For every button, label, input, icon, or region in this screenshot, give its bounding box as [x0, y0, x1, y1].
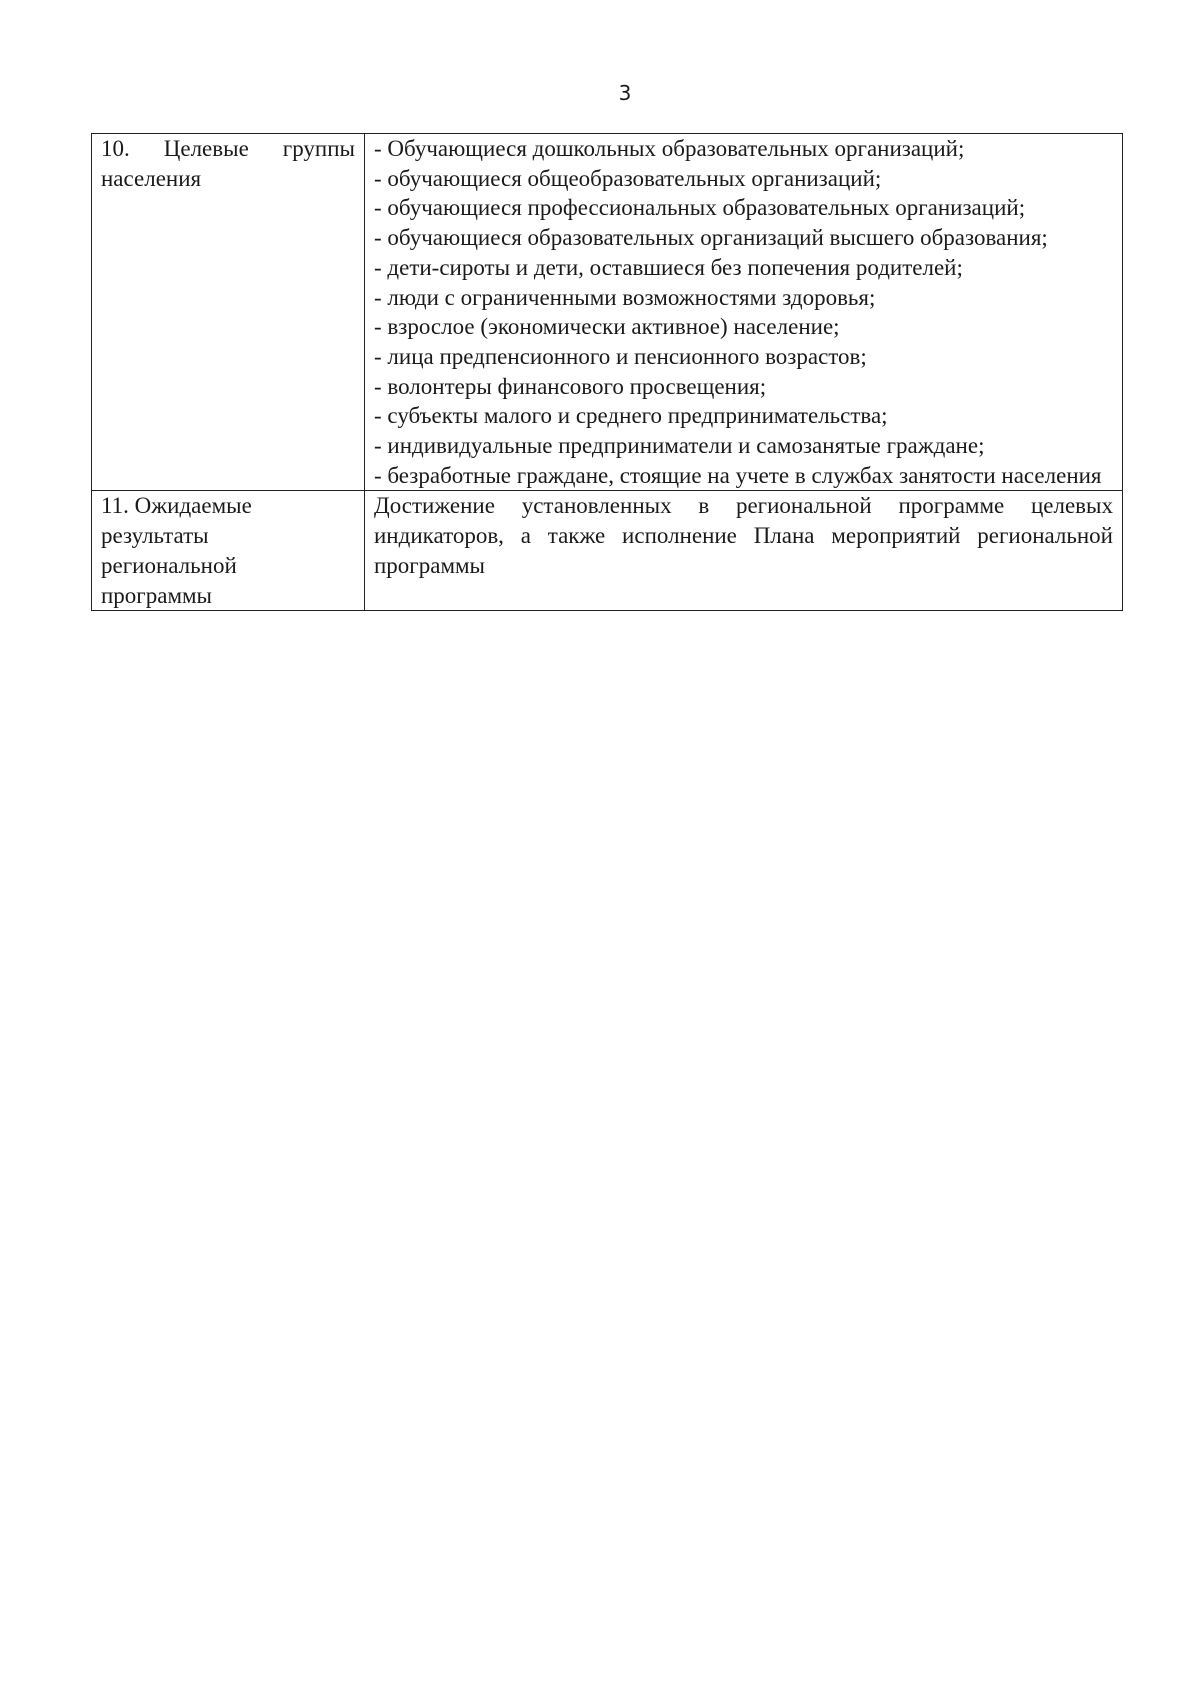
list-item: - волонтеры финансового просвещения;	[374, 373, 767, 399]
expected-results-text: Достижение установленных в региональной программе целевых индикаторов, а также исполнение Плана мероприятий региональной программы	[374, 493, 1113, 578]
row-label-cell	[92, 491, 365, 611]
list-item: - взрослое (экономически активное) население;	[374, 314, 840, 340]
list-item: - обучающиеся профессиональных образовательных организаций;	[374, 195, 1026, 221]
row-label: региональной	[101, 552, 237, 578]
list-item: - люди с ограниченными возможностями здоровья;	[374, 284, 876, 310]
list-item: - индивидуальные предприниматели и самозанятые граждане;	[374, 433, 985, 459]
row-label: населения	[101, 165, 202, 191]
list-item: - обучающиеся общеобразовательных организаций;	[374, 165, 882, 191]
list-item: - обучающиеся образовательных организаций высшего образования;	[374, 225, 1048, 251]
list-item: - лица предпенсионного и пенсионного возрастов;	[374, 343, 867, 369]
list-item: - Обучающиеся дошкольных образовательных организаций;	[374, 136, 965, 161]
program-passport-table	[91, 133, 1123, 611]
row-label: 11. Ожидаемые	[101, 493, 252, 519]
list-item: - безработные граждане, стоящие на учете в службах занятости населения	[374, 462, 1102, 488]
table-row	[92, 491, 1123, 611]
row-label: результаты	[101, 523, 209, 549]
row-content-cell	[365, 491, 1123, 611]
table-row	[92, 134, 1123, 491]
row-label: программы	[101, 582, 213, 608]
row-label-cell	[92, 134, 365, 491]
row-label: 10. Целевые группы	[101, 136, 355, 161]
row-content-cell	[365, 134, 1123, 491]
page-number: 3	[618, 81, 632, 105]
list-item: - субъекты малого и среднего предпринимательства;	[374, 403, 888, 429]
list-item: - дети-сироты и дети, оставшиеся без попечения родителей;	[374, 254, 963, 280]
